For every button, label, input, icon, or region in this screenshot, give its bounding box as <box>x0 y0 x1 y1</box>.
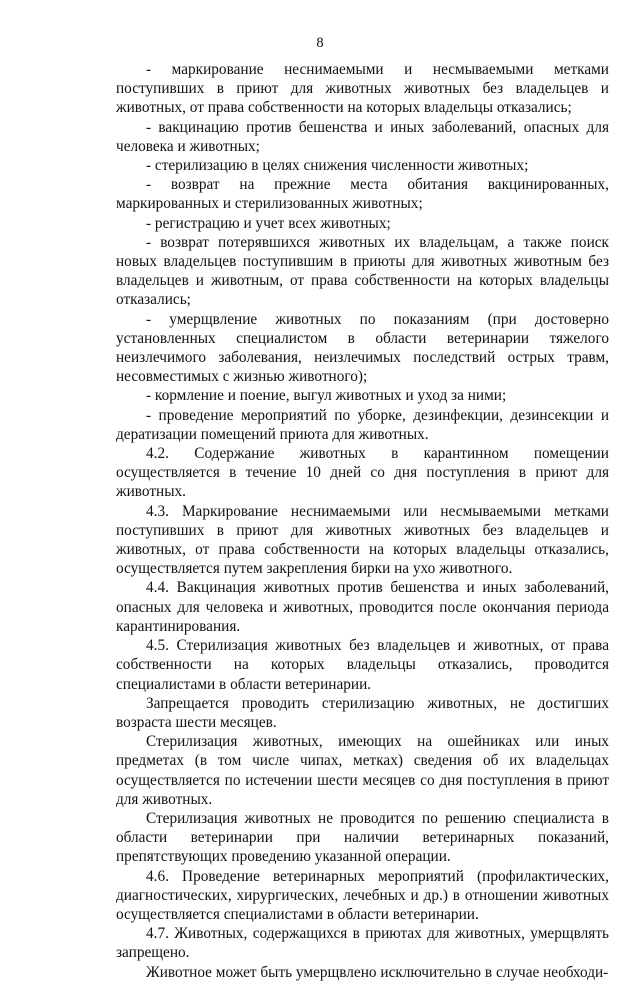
list-item-marking: - маркирование неснимаемыми и несмываемыми метками поступивших в приют для животных животных без владельцев и животных, от права собственности на которых владельцы отказались; <box>116 61 609 117</box>
list-item-cleaning: - проведение мероприятий по уборке, дезинфекции, дезинсекции и дератизации помещений приюта для животных. <box>116 406 609 443</box>
clause-4-5-vet-decision: Стерилизация животных не проводится по решению специалиста в области ветеринарии при наличии ветеринарных показаний, препятствующих проведению указанной операции. <box>116 809 609 866</box>
list-item-return-to-owners: - возврат потерявшихся животных их владельцам, а также поиск новых владельцев поступившим в приюты для животных животным без владельцев и животным, от права собственности на которых владельцы отказались; <box>116 233 609 309</box>
clause-4-4: 4.4. Вакцинация животных против бешенства и иных заболеваний, опасных для человека и животных, проводится после окончания периода карантинирования. <box>116 579 609 635</box>
list-item-euthanasia: - умерщвление животных по показаниям (при достоверно установленных специалистом в области ветеринарии тяжелого неизлечимого заболевания, неизлечимых последствий острых травм, несовместимых с жизнью животного); <box>116 310 609 386</box>
document-body <box>116 60 609 982</box>
list-item-registration: - регистрацию и учет всех животных; <box>146 214 391 232</box>
list-item-feeding: - кормление и поение, выгул животных и уход за ними; <box>146 387 507 405</box>
list-item-sterilization: - стерилизацию в целях снижения численности животных; <box>146 157 529 175</box>
clause-4-5-owned-animals: Стерилизация животных, имеющих на ошейниках или иных предметах (в том числе чипах, метках) сведения об их владельцах осуществляется по истечении шести месяцев со дня поступления в приют для животных. <box>116 733 609 808</box>
page-number: 8 <box>316 35 324 51</box>
list-item-return-to-habitat: - возврат на прежние места обитания вакцинированных, маркированных и стерилизованных животных; <box>116 176 609 213</box>
clause-4-6: 4.6. Проведение ветеринарных мероприятий (профилактических, диагностических, хирургических, лечебных и др.) в отношении животных осуществляется специалистами в области ветеринарии. <box>116 867 609 923</box>
clause-4-2: 4.2. Содержание животных в карантинном помещении осуществляется в течение 10 дней со дня поступления в приют для животных. <box>116 445 609 501</box>
clause-4-3: 4.3. Маркирование неснимаемыми или несмываемыми метками поступивших в приют для животных животных без владельцев и животных, от права собственности на которых владельцы отказались, осуществляется путем закрепления бирки на ухо животного. <box>116 502 609 578</box>
list-item-vaccination: - вакцинацию против бешенства и иных заболеваний, опасных для человека и животных; <box>116 118 609 155</box>
clause-4-5-age-limit: Запрещается проводить стерилизацию животных, не достигших возраста шести месяцев. <box>116 694 609 731</box>
clause-4-7: 4.7. Животных, содержащихся в приютах для животных, умерщвлять запрещено. <box>116 925 609 962</box>
clause-4-5: 4.5. Стерилизация животных без владельцев и животных, от права собственности на которых владельцы отказались, проводится специалистами в области ветеринарии. <box>116 637 609 693</box>
clause-4-7-exception: Животное может быть умерщвлено исключительно в случае необходи- <box>146 963 609 981</box>
